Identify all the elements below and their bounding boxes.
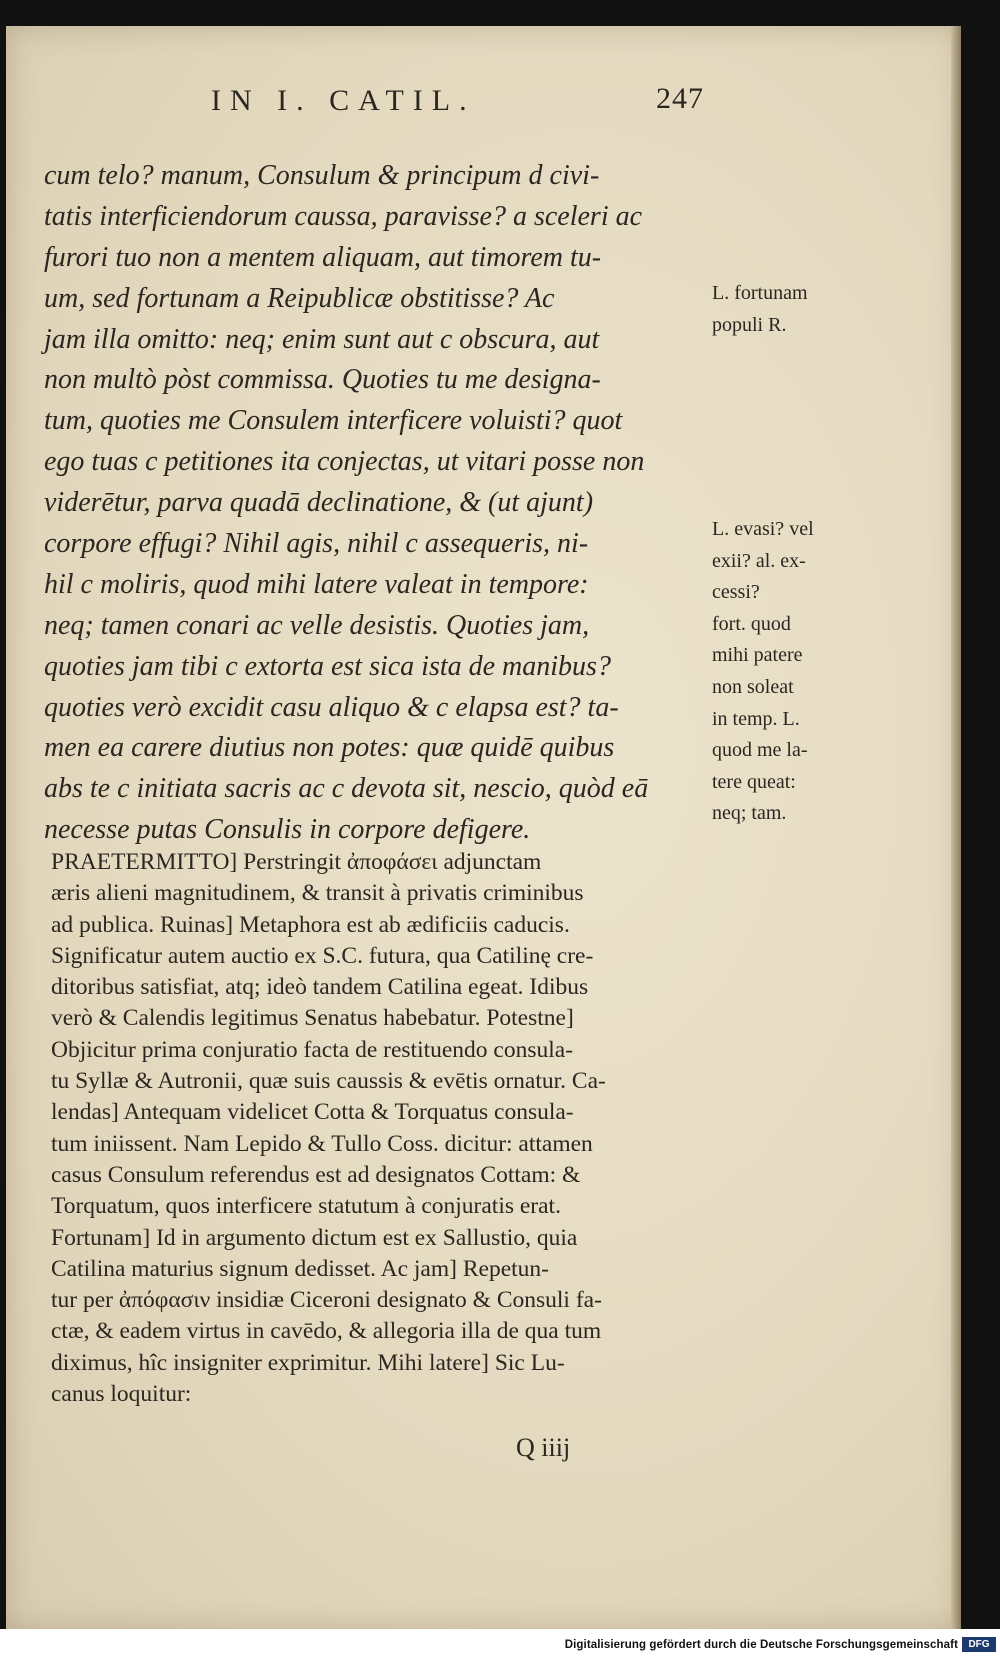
main-text-line: ego tuas c petitiones ita conjectas, ut vitari posse non xyxy=(44,446,645,478)
margin-note-line: fort. quod xyxy=(712,612,791,635)
commentary-line: Torquatum, quos interficere statutum à conjuratis erat. xyxy=(51,1193,561,1220)
margin-note-line: in temp. L. xyxy=(712,707,800,730)
commentary-block xyxy=(51,847,716,1410)
margin-note-line: quod me la- xyxy=(712,739,808,762)
main-text-line: tum, quoties me Consulem interficere voluisti? quot xyxy=(44,405,623,437)
commentary-line: Fortunam] Id in argumento dictum est ex Sallustio, quia xyxy=(51,1224,578,1251)
commentary-line: diximus, hîc insigniter exprimitur. Mihi latere] Sic Lu- xyxy=(51,1349,565,1376)
commentary-line: casus Consulum referendus est ad designatos Cottam: & xyxy=(51,1161,581,1188)
footer-credit: Digitalisierung gefördert durch die Deutsche Forschungsgemeinschaft xyxy=(564,1639,958,1651)
commentary-line: Objicitur prima conjuratio facta de restituendo consula- xyxy=(51,1036,574,1063)
main-text-line: tatis interficiendorum caussa, paravisse? a sceleri ac xyxy=(44,200,643,232)
margin-note-line: exii? al. ex- xyxy=(712,549,806,572)
main-text-line: furori tuo non a mentem aliquam, aut timorem tu- xyxy=(44,241,602,273)
commentary-line: tu Syllæ & Autronii, quæ suis caussis & evētis ornatur. Ca- xyxy=(51,1068,606,1095)
commentary-line: ditoribus satisfiat, atq; ideò tandem Catilina egeat. Idibus xyxy=(51,974,589,1001)
commentary-line: tur per ἀπόφασιν insidiæ Ciceroni designato & Consuli fa- xyxy=(51,1287,602,1314)
margin-note-line: populi R. xyxy=(712,313,787,336)
margin-note-evasi xyxy=(712,514,872,830)
main-text-line: quoties verò excidit casu aliquo & c elapsa est? ta- xyxy=(44,691,619,723)
main-text-line: necesse putas Consulis in corpore defigere. xyxy=(44,814,531,846)
main-text-line: abs te c initiata sacris ac c devota sit, nescio, quòd eā xyxy=(44,773,649,805)
main-text-line: cum telo? manum, Consulum & principum d civi- xyxy=(44,160,600,191)
commentary-line: lendas] Antequam videlicet Cotta & Torquatus consula- xyxy=(51,1099,574,1126)
commentary-line: Significatur autem auctio ex S.C. futura, qua Catilinę cre- xyxy=(51,942,594,969)
main-text-line: quoties jam tibi c extorta est sica ista de manibus? xyxy=(44,650,611,682)
margin-note-line: tere queat: xyxy=(712,770,796,793)
main-text-line: um, sed fortunam a Reipublicæ obstitisse? Ac xyxy=(44,282,555,314)
margin-note-line: neq; tam. xyxy=(712,802,787,825)
margin-note-line: mihi patere xyxy=(712,644,803,667)
signature-mark: Q iiij xyxy=(516,1433,571,1462)
margin-note-line: cessi? xyxy=(712,581,760,604)
main-text-line: non multò pòst commissa. Quoties tu me designa- xyxy=(44,364,601,396)
commentary-line: ad publica. Ruinas] Metaphora est ab ædificiis caducis. xyxy=(51,911,570,938)
commentary-line: ctæ, & eadem virtus in cavēdo, & allegoria illa de qua tum xyxy=(51,1318,602,1345)
book-page xyxy=(6,26,961,1629)
main-text-line: corpore effugi? Nihil agis, nihil c assequeris, ni- xyxy=(44,528,589,560)
main-text-line: viderētur, parva quadā declinatione, & (ut ajunt) xyxy=(44,487,594,519)
margin-note-line: L. evasi? vel xyxy=(712,518,814,540)
main-text-line: neq; tamen conari ac velle desistis. Quoties jam, xyxy=(44,609,590,641)
margin-note-fortunam xyxy=(712,278,872,341)
commentary-line: tum iniissent. Nam Lepido & Tullo Coss. dicitur: attamen xyxy=(51,1130,593,1157)
footer-bar xyxy=(0,1629,1000,1659)
page-edge xyxy=(951,26,961,1629)
main-text-line: jam illa omitto: neq; enim sunt aut c obscura, aut xyxy=(44,323,600,355)
main-text-line: men ea carere diutius non potes: quæ quidē quibus xyxy=(44,732,615,764)
commentary-line: æris alieni magnitudinem, & transit à privatis criminibus xyxy=(51,880,584,907)
commentary-line: PRAETERMITTO] Perstringit ἀποφάσει adjunctam xyxy=(51,849,542,875)
dfg-logo: DFG xyxy=(962,1637,996,1652)
margin-note-line: L. fortunam xyxy=(712,282,808,304)
margin-note-line: non soleat xyxy=(712,675,794,698)
running-head: IN I. CATIL. xyxy=(211,84,476,117)
main-text-line: hil c moliris, quod mihi latere valeat in tempore: xyxy=(44,568,589,600)
commentary-line: canus loquitur: xyxy=(51,1381,192,1408)
commentary-line: verò & Calendis legitimus Senatus habebatur. Potestne] xyxy=(51,1005,574,1032)
commentary-line: Catilina maturius signum dedisset. Ac jam] Repetun- xyxy=(51,1255,549,1282)
page-number: 247 xyxy=(656,82,704,115)
main-text-block xyxy=(44,156,704,851)
